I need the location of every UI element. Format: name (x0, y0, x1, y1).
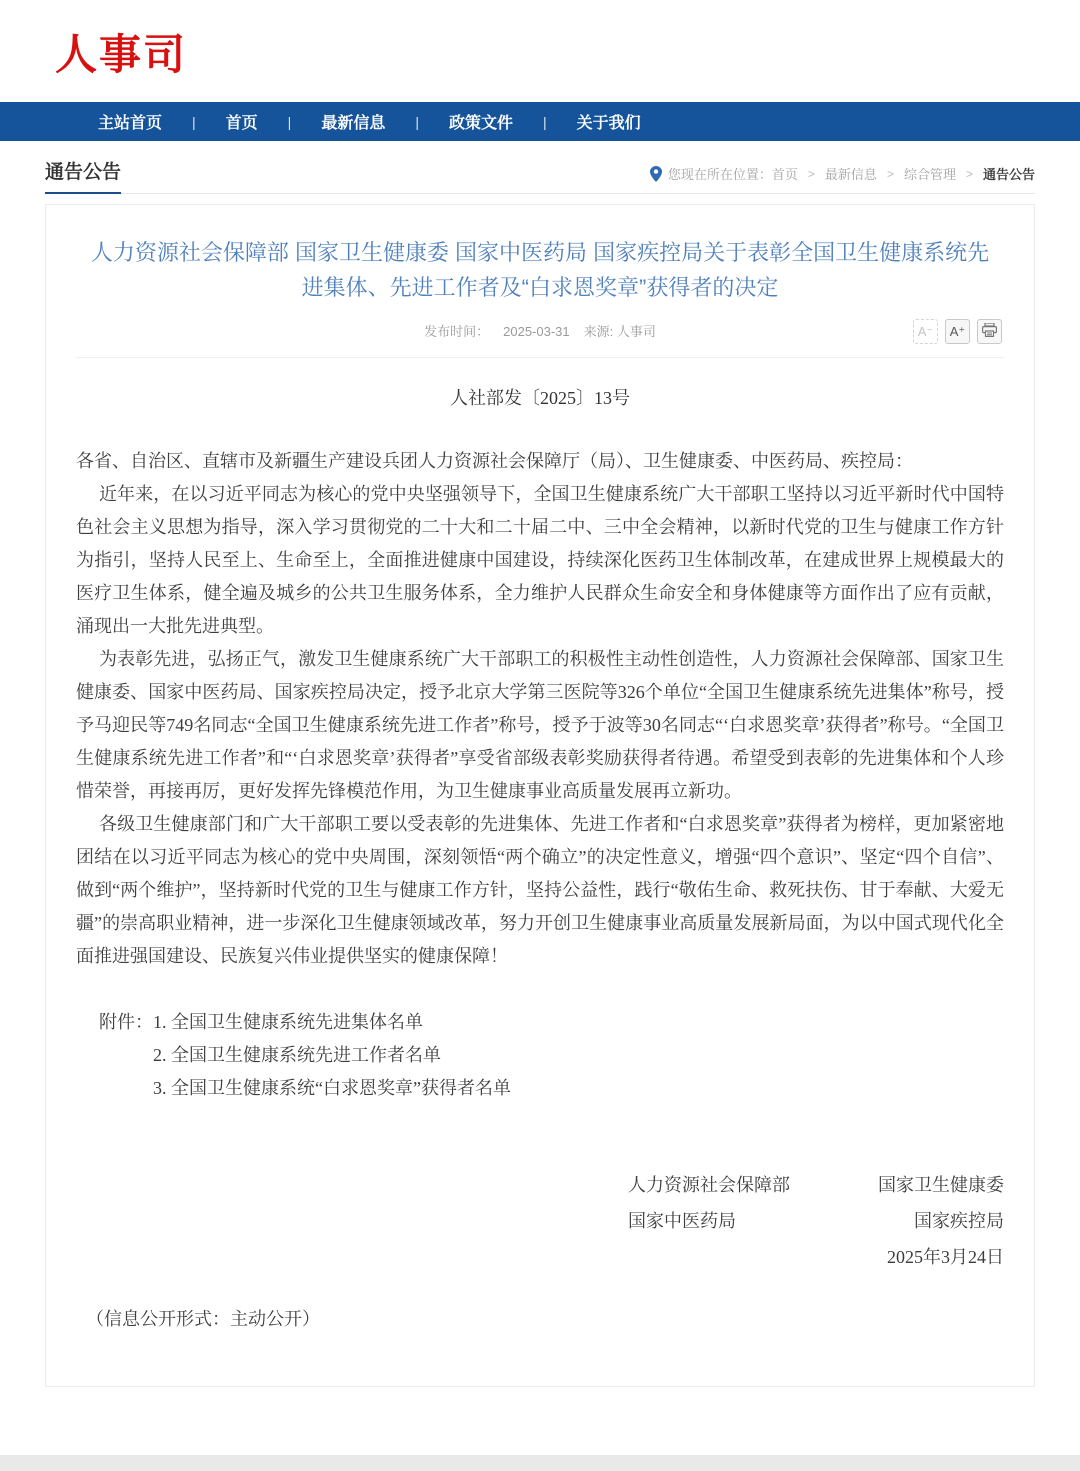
site-logo[interactable]: 人事司 (55, 31, 188, 78)
attachments-label: 附件： (99, 1012, 153, 1032)
signature-row-2 (628, 1203, 1004, 1239)
breadcrumb-row (45, 141, 1035, 194)
attachments (76, 1006, 1004, 1105)
nav-separator: | (415, 113, 419, 130)
document-number: 人社部发〔2025〕13号 (450, 388, 630, 408)
section-title: 通告公告 (45, 157, 121, 194)
printer-icon (982, 323, 997, 340)
breadcrumb-item-general-management[interactable]: 综合管理 (903, 167, 956, 182)
article-container (45, 204, 1035, 1387)
font-decrease-button[interactable]: A⁻ (913, 319, 938, 344)
font-increase-button[interactable]: A⁺ (945, 319, 970, 344)
location-pin-icon (650, 166, 662, 182)
signature-block (628, 1167, 1004, 1275)
nav-item-main-home[interactable]: 主站首页 (98, 115, 163, 132)
nav-item-latest-news[interactable]: 最新信息 (321, 115, 386, 132)
nav-item-policy-documents[interactable]: 政策文件 (448, 115, 513, 132)
signer-nhc: 国家卫生健康委 (878, 1175, 1004, 1195)
breadcrumb-item-current: 通告公告 (982, 167, 1035, 182)
signer-tcm: 国家中医药局 (628, 1211, 736, 1231)
signer-cdc: 国家疾控局 (914, 1211, 1004, 1231)
source-value: 人事司 (616, 324, 656, 339)
site-header (0, 0, 1080, 102)
breadcrumb-location-label: 您现在所在位置： (667, 167, 772, 182)
article-meta-row (76, 321, 1004, 358)
attachment-item-2: 2. 全国卫生健康系统先进工作者名单 (153, 1045, 441, 1065)
breadcrumb-separator: > (807, 166, 815, 181)
font-toolbar (913, 319, 1002, 344)
nav-separator: | (192, 113, 196, 130)
attachment-item-3: 3. 全国卫生健康系统“白求恩奖章”获得者名单 (153, 1078, 511, 1098)
attachment-list (153, 1006, 511, 1105)
source-label: 来源: (583, 324, 617, 339)
signature-date: 2025年3月24日 (887, 1247, 1004, 1267)
paragraph-3: 各级卫生健康部门和广大干部职工要以受表彰的先进集体、先进工作者和“白求恩奖章”获得者为榜样，更加紧密地团结在以习近平同志为核心的党中央周围，深刻领悟“两个确立”的决定性意义，增强“四个意识”、坚定“四个自信”、做到“两个维护”，坚持新时代党的卫生与健康工作方针，坚持公益性，践行“敬佑生命、救死扶伤、甘于奉献、大爱无疆”的崇高职业精神，进一步深化卫生健康领域改革，努力开创卫生健康事业高质量发展新局面，为以中国式现代化全面推进强国建设、民族复兴伟业提供坚实的健康保障！ (76, 814, 1004, 966)
disclosure-note: （信息公开形式：主动公开） (86, 1309, 320, 1329)
breadcrumb-separator: > (965, 166, 973, 181)
nav-item-home[interactable]: 首页 (225, 115, 258, 132)
signature-row-1 (628, 1167, 1004, 1203)
footer-strip (0, 1455, 1080, 1471)
nav-item-about-us[interactable]: 关于我们 (576, 115, 641, 132)
article-body (76, 382, 1004, 1336)
breadcrumb-item-latest-news[interactable]: 最新信息 (824, 167, 877, 182)
article-title: 人力资源社会保障部 国家卫生健康委 国家中医药局 国家疾控局关于表彰全国卫生健康系统先进集体、先进工作者及“白求恩奖章”获得者的决定 (90, 240, 990, 300)
publish-time-label: 发布时间： (424, 324, 490, 339)
nav-separator: | (542, 113, 547, 130)
print-button[interactable] (977, 319, 1002, 344)
breadcrumb (650, 164, 1035, 193)
publish-date: 2025-03-31 (503, 324, 570, 339)
main-nav (0, 102, 1080, 141)
salutation: 各省、自治区、直辖市及新疆生产建设兵团人力资源社会保障厅（局）、卫生健康委、中医药局、疾控局： (76, 451, 913, 471)
breadcrumb-separator: > (886, 166, 894, 181)
signer-mohrss: 人力资源社会保障部 (628, 1175, 790, 1195)
nav-separator: | (287, 113, 292, 130)
paragraph-1: 近年来，在以习近平同志为核心的党中央坚强领导下，全国卫生健康系统广大干部职工坚持以习近平新时代中国特色社会主义思想为指导，深入学习贯彻党的二十大和二十届二中、三中全会精神，以新时代党的卫生与健康工作方针为指引，坚持人民至上、生命至上，全面推进健康中国建设，持续深化医药卫生体制改革，在建成世界上规模最大的医疗卫生体系，健全遍及城乡的公共卫生服务体系，全力维护人民群众生命安全和身体健康等方面作出了应有贡献，涌现出一大批先进典型。 (76, 484, 1004, 636)
breadcrumb-item-home[interactable]: 首页 (771, 167, 798, 182)
attachment-item-1: 1. 全国卫生健康系统先进集体名单 (153, 1012, 423, 1032)
article-meta (424, 324, 656, 339)
paragraph-2: 为表彰先进，弘扬正气，激发卫生健康系统广大干部职工的积极性主动性创造性，人力资源社会保障部、国家卫生健康委、国家中医药局、国家疾控局决定，授予北京大学第三医院等326个单位“全国卫生健康系统先进集体”称号，授予马迎民等749名同志“全国卫生健康系统先进工作者”称号，授予于波等30名同志“‘白求恩奖章’获得者”称号。“全国卫生健康系统先进工作者”和“‘白求恩奖章’获得者”享受省部级表彰奖励获得者待遇。希望受到表彰的先进集体和个人珍惜荣誉，再接再厉，更好发挥先锋模范作用，为卫生健康事业高质量发展再立新功。 (76, 649, 1004, 801)
